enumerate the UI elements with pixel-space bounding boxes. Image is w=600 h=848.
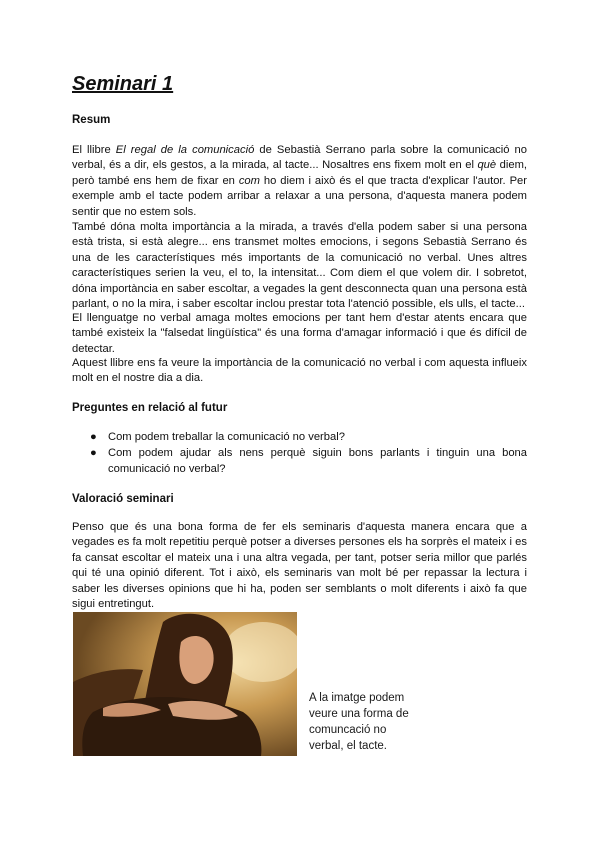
hug-photo — [73, 612, 297, 756]
preguntes-heading: Preguntes en relació al futur — [72, 402, 228, 414]
list-item — [72, 446, 527, 477]
resum-heading: Resum — [72, 114, 111, 126]
resum-paragraph-3: El llenguatge no verbal amaga moltes emocions per tant hem d'estar atents encara que també existeix la "falsedat lingüística" és una forma d'amagar informació i que és difícil de detectar. — [72, 312, 527, 355]
question-text: Com podem ajudar als nens perquè siguin bons parlants i tinguin una bona comunicació no verbal? — [108, 447, 527, 475]
resum-paragraph-4: Aquest llibre ens fa veure la importància de la comunicació no verbal i com aquesta influeix molt en el nostre dia a dia. — [72, 357, 527, 385]
emphasis-que: què — [477, 159, 497, 172]
resum-paragraph-2: També dóna molta importància a la mirada, a través d'ella podem saber si una persona està trista, si està alegre... ens transmet moltes emocions, i segons Sebastià Serrano és una de les característiques més importants de la comunicació no verbal. Unes altres característiques serien la veu, el to, la intensitat... Com diem el que volem dir. I sobretot, dóna importància en saber escoltar, a vegades la gent desconnecta quan una persona està parlant, o no la mira, i saber escoltar inclou prestar tota l'atenció possible, els ulls, el tacte... — [72, 221, 527, 311]
valoracio-paragraph: Penso que és una bona forma de fer els seminaris d'aquesta manera encara que a vegades es fa molt repetitiu perquè potser a diverses persones els ha sorprès el mateix i es fa cansat escoltar el mateix una i una altra vegada, per tant, potser seria millor que parlés qui té una opinió diferent. Tot i això, els seminaris van molt bé per repassar la lectura i saber les diverses opinions que hi ha, poden ser semblants o molt diferents i això fa que sigui entretingut. — [72, 521, 527, 611]
list-item — [72, 430, 527, 445]
resum-paragraph-1 — [72, 143, 527, 220]
text-run: El llibre — [72, 144, 116, 156]
questions-list — [72, 430, 527, 478]
text-run: de Sebastià Serrano parla sobre la comunicació no verbal, és a dir, els gestos, a la mirada, al tacte... Nosaltres ens fixem molt en el — [72, 144, 528, 172]
emphasis-com: com — [238, 174, 260, 187]
bullet-icon: ● — [90, 447, 97, 460]
question-text: Com podem treballar la comunicació no verbal? — [108, 431, 345, 443]
bullet-icon: ● — [90, 431, 97, 443]
page-title: Seminari 1 — [72, 73, 174, 95]
book-title: El regal de la comunicació — [115, 144, 255, 156]
image-caption: A la imatge podem veure una forma de comuncació no verbal, el tacte. — [309, 692, 409, 752]
valoracio-heading: Valoració seminari — [72, 493, 174, 505]
text-run: diem, però també ens hem de fixar en — [72, 159, 527, 187]
text-run: ho diem i això és el que tracta d'explicar l'autor. Per exemple amb el tacte podem arribar a relaxar a una persona, d'aquesta manera podem sentir que no estem sols. — [72, 174, 527, 218]
